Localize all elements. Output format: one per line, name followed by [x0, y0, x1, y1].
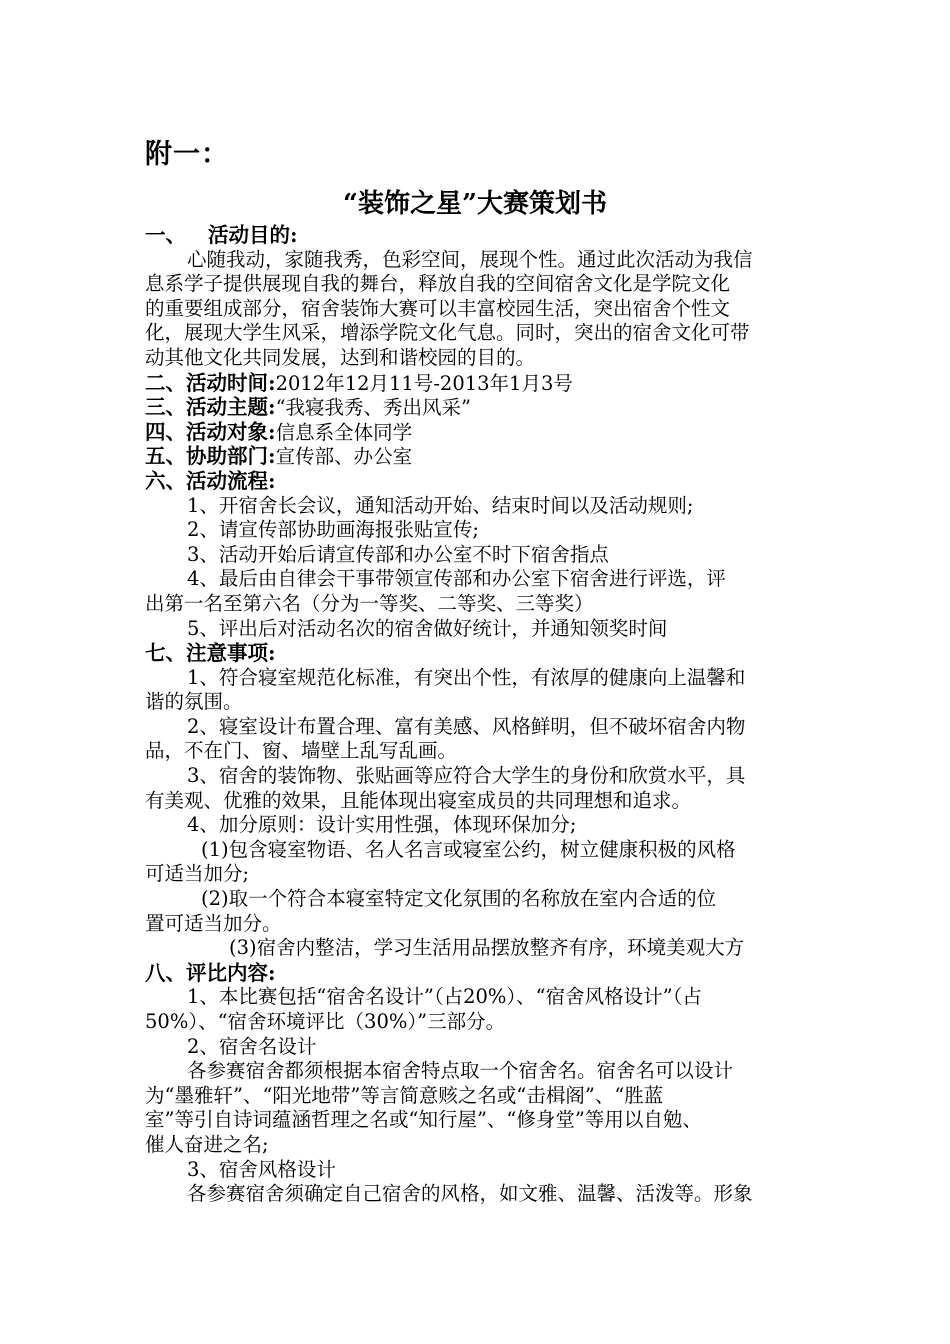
paragraph-line: 化，展现大学生风采，增添学院文化气息。同时，突出的宿舍文化可带	[145, 321, 750, 345]
list-item: 出第一名至第六名（分为一等奖、二等奖、三等奖）	[145, 591, 594, 615]
list-item: 4、最后由自律会干事带领宣传部和办公室下宿舍进行评选，评	[187, 567, 726, 591]
list-item: 2、宿舍名设计	[187, 1034, 317, 1058]
list-item: 3、活动开始后请宣传部和办公室不时下宿舍指点	[187, 542, 609, 566]
list-item: 50%）、“宿舍环境评比（30%）”三部分。	[145, 1010, 506, 1033]
section-target: 四、活动对象:信息系全体同学	[145, 419, 413, 444]
list-item: (1)包含寝室物语、名人名言或寝室公约，树立健康积极的风格	[201, 837, 736, 861]
paragraph-line: 息系学子提供展现自我的舞台，释放自我的空间宿舍文化是学院文化	[145, 272, 731, 296]
list-item: 1、开宿舍长会议，通知活动开始、结束时间以及活动规则;	[187, 493, 694, 517]
paragraph-line: 心随我动，家随我秀，色彩空间，展现个性。通过此次活动为我信	[187, 247, 753, 271]
list-item: 5、评出后对活动名次的宿舍做好统计，并通知领奖时间	[187, 616, 668, 640]
list-item: 3、宿舍风格设计	[187, 1157, 336, 1181]
section-heading-purpose: 一、 活动目的:	[145, 223, 298, 247]
list-item: 各参赛宿舍都须根据本宿舍特点取一个宿舍名。宿舍名可以设计	[187, 1059, 734, 1083]
document-title: “装饰之星”大赛策划书	[343, 189, 607, 219]
section-heading-process: 六、活动流程:	[145, 468, 276, 493]
list-item: 室”等引自诗词蕴涵哲理之名或“知行屋”、“修身堂”等用以自勉、	[145, 1108, 702, 1132]
paragraph-line: 的重要组成部分，宿舍装饰大赛可以丰富校园生活，突出宿舍个性文	[145, 296, 731, 320]
list-item: 置可适当加分。	[145, 911, 282, 935]
list-item: 催人奋进之名;	[145, 1132, 269, 1156]
list-item: 有美观、优雅的效果，且能体现出寝室成员的共同理想和追求。	[145, 788, 692, 812]
list-item: 2、寝室设计布置合理、富有美感、风格鲜明，但不破坏宿舍内物	[187, 714, 746, 738]
paragraph-line: 动其他文化共同发展，达到和谐校园的目的。	[145, 345, 536, 369]
list-item: 2、请宣传部协助画海报张贴宣传;	[187, 518, 479, 542]
list-item: 谐的氛围。	[145, 690, 243, 714]
section-heading-content: 八、评比内容:	[145, 960, 276, 985]
list-item: 品，不在门、窗、墙壁上乱写乱画。	[145, 739, 458, 763]
section-theme: 三、活动主题:“我寝我秀、秀出风采”	[145, 395, 472, 420]
list-item: 1、本比赛包括“宿舍名设计”（占20%）、“宿舍风格设计”（占	[187, 985, 702, 1009]
list-item: 4、加分原则：设计实用性强，体现环保加分;	[187, 813, 577, 837]
list-item: 3、宿舍的装饰物、张贴画等应符合大学生的身份和欣赏水平，具	[187, 764, 746, 788]
list-item: 各参赛宿舍须确定自己宿舍的风格，如文雅、温馨、活泼等。形象	[187, 1182, 753, 1206]
list-item: (2)取一个符合本寝室特定文化氛围的名称放在室内合适的位	[201, 887, 717, 911]
document-body	[145, 223, 810, 1207]
annex-label: 附一：	[145, 139, 229, 170]
section-time: 二、活动时间:2012年12月11号-2013年1月3号	[145, 370, 573, 395]
section-heading-notes: 七、注意事项:	[145, 641, 276, 666]
section-dept: 五、协助部门:宣传部、办公室	[145, 444, 413, 469]
list-item: 为“墨雅轩”、“阳光地带”等言简意赅之名或“击楫阁”、“胜蓝	[145, 1083, 664, 1107]
list-item: 1、符合寝室规范化标准，有突出个性，有浓厚的健康向上温馨和	[187, 665, 746, 689]
list-item: 可适当加分;	[145, 862, 250, 886]
list-item: (3)宿舍内整洁，学习生活用品摆放整齐有序，环境美观大方	[229, 936, 745, 960]
